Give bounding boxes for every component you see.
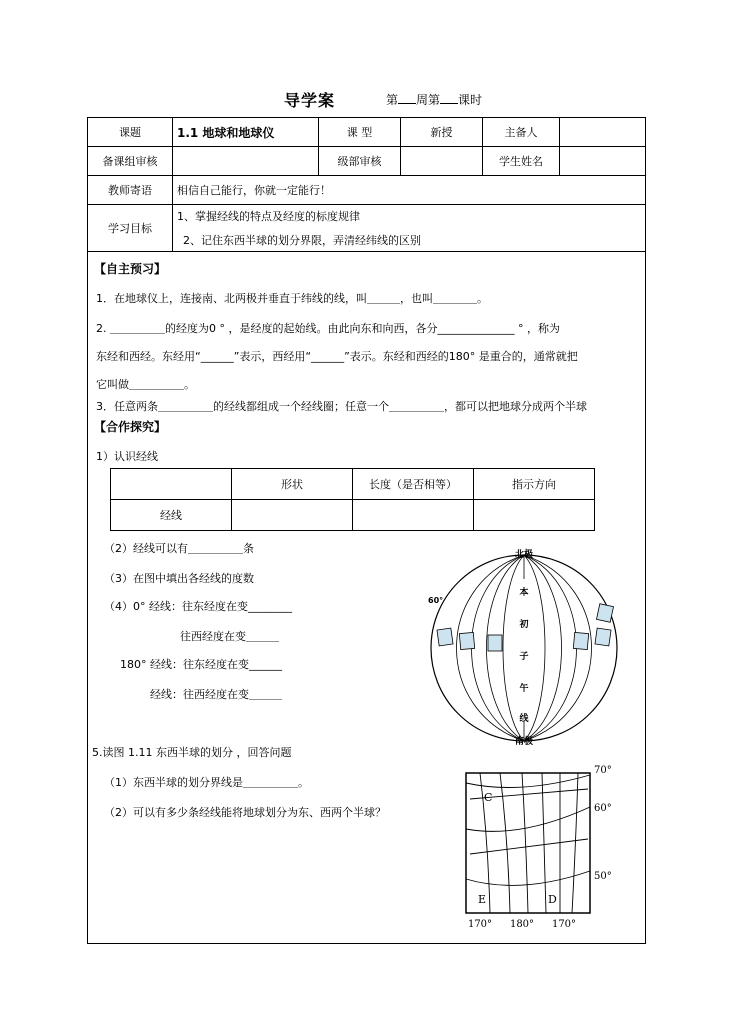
goal-label: 学习目标 (88, 205, 173, 252)
map-lat-label: 60° (594, 803, 612, 814)
review-value[interactable] (173, 147, 319, 176)
student-value[interactable] (560, 147, 646, 176)
explore-s2: （2）经线可以有＿＿＿＿＿条 (104, 542, 254, 555)
student-label: 学生姓名 (483, 147, 560, 176)
teacher-msg-value: 相信自己能行，你就一定能行！ (173, 176, 646, 205)
hemisphere-map (460, 759, 620, 934)
map-letter: E (478, 893, 487, 906)
explore-s4c: 180° 经线：往东经度在变______ (120, 658, 282, 671)
map-letter: C (484, 791, 493, 804)
explore-s4a: （4）0° 经线：往东经度在变________ (104, 600, 292, 613)
explore-s5q1: （1）东西半球的划分界线是＿＿＿＿＿。 (104, 776, 309, 789)
meridian-char: 子 (519, 652, 529, 662)
meridian-char: 午 (519, 684, 529, 694)
preparer-label: 主备人 (483, 118, 560, 147)
course-label: 课题 (88, 118, 173, 147)
grade-review-value[interactable] (401, 147, 483, 176)
goal-cell (173, 205, 646, 252)
map-lon-label: 180° (509, 919, 535, 930)
course-value: 1.1 地球和地球仪 (173, 118, 319, 147)
preview-q2b: 东经和西经。东经用“______”表示，西经用“______”表示。东经和西经的180° 是重合的，通常就把 (96, 350, 578, 363)
degree-box[interactable] (596, 604, 613, 623)
meridian-char: 初 (519, 620, 529, 630)
map-lon-label: 170° (467, 919, 493, 930)
meridian-table-header: 长度（是否相等） (353, 469, 474, 500)
explore-heading: 【合作探究】 (94, 420, 167, 434)
preview-q1: 1．在地球仪上，连接南、北两极并垂直于纬线的线，叫＿＿＿，也叫＿＿＿＿。 (96, 292, 488, 305)
degree-box[interactable] (595, 628, 611, 646)
type-label: 课 型 (319, 118, 401, 147)
map-lat-label: 70° (594, 765, 612, 776)
explore-s3: （3）在图中填出各经线的度数 (104, 572, 254, 585)
grade-review-label: 级部审核 (319, 147, 401, 176)
meridian-table-header: 指示方向 (474, 469, 595, 500)
degree-box[interactable] (459, 632, 474, 649)
shape-cell[interactable] (232, 500, 353, 531)
meridian-char: 本 (519, 588, 529, 598)
north-pole-label: 北极 (514, 550, 534, 560)
lesson-blank[interactable] (440, 91, 458, 104)
type-value: 新授 (401, 118, 483, 147)
week-blank[interactable] (398, 91, 416, 104)
review-label: 备课组审核 (88, 147, 173, 176)
preparer-value[interactable] (560, 118, 646, 147)
explore-s4d: 经线：往西经度在变＿＿＿ (150, 688, 282, 701)
prime-meridian-band (516, 579, 532, 721)
globe-figure (424, 545, 624, 745)
south-pole-label: 南极 (514, 737, 534, 745)
goal-1: 1、掌握经线的特点及经度的标度规律 (177, 210, 360, 223)
explore-s4b: 往西经度在变＿＿＿ (180, 630, 279, 643)
map-lat-label: 50° (594, 871, 612, 882)
degree-box[interactable] (573, 632, 588, 649)
meridian-table-header: 形状 (232, 469, 353, 500)
meridian-row-label: 经线 (111, 500, 232, 531)
worksheet (87, 117, 646, 944)
map-letter: D (548, 893, 557, 906)
preview-heading: 【自主预习】 (94, 262, 167, 276)
preview-q2a: 2. ＿＿＿＿＿的经度为0 ° ，是经度的起始线。由此向东和向西，各分______________ ° ，称为 (96, 322, 560, 335)
globe-degree-label: 60° (428, 596, 444, 605)
map-lon-label: 170° (551, 919, 577, 930)
teacher-msg-label: 教师寄语 (88, 176, 173, 205)
preview-q3: 3．任意两条＿＿＿＿＿的经线都组成一个经线圈；任意一个＿＿＿＿＿，都可以把地球分成两个半球 (96, 400, 587, 413)
explore-s5: 5.读图 1.11 东西半球的划分 ，回答问题 (92, 746, 292, 759)
length-cell[interactable] (353, 500, 474, 531)
explore-s5q2: （2）可以有多少条经线能将地球划分为东、西两个半球？ (104, 806, 386, 819)
degree-box[interactable] (488, 635, 502, 651)
preview-q2c: 它叫做＿＿＿＿＿。 (96, 378, 195, 391)
meridian-char: 线 (519, 714, 529, 724)
info-table (88, 118, 645, 252)
explore-s1: 1）认识经线 (96, 450, 158, 463)
goal-2: 2、记住东西半球的划分界限，弄清经纬线的区别 (183, 234, 421, 247)
week-lesson-line: 第 周第 课时 (386, 93, 483, 107)
direction-cell[interactable] (474, 500, 595, 531)
page-title: 导学案 (284, 91, 336, 110)
meridian-table (110, 468, 595, 531)
meridian-table-header (111, 469, 232, 500)
degree-box[interactable] (437, 628, 453, 646)
